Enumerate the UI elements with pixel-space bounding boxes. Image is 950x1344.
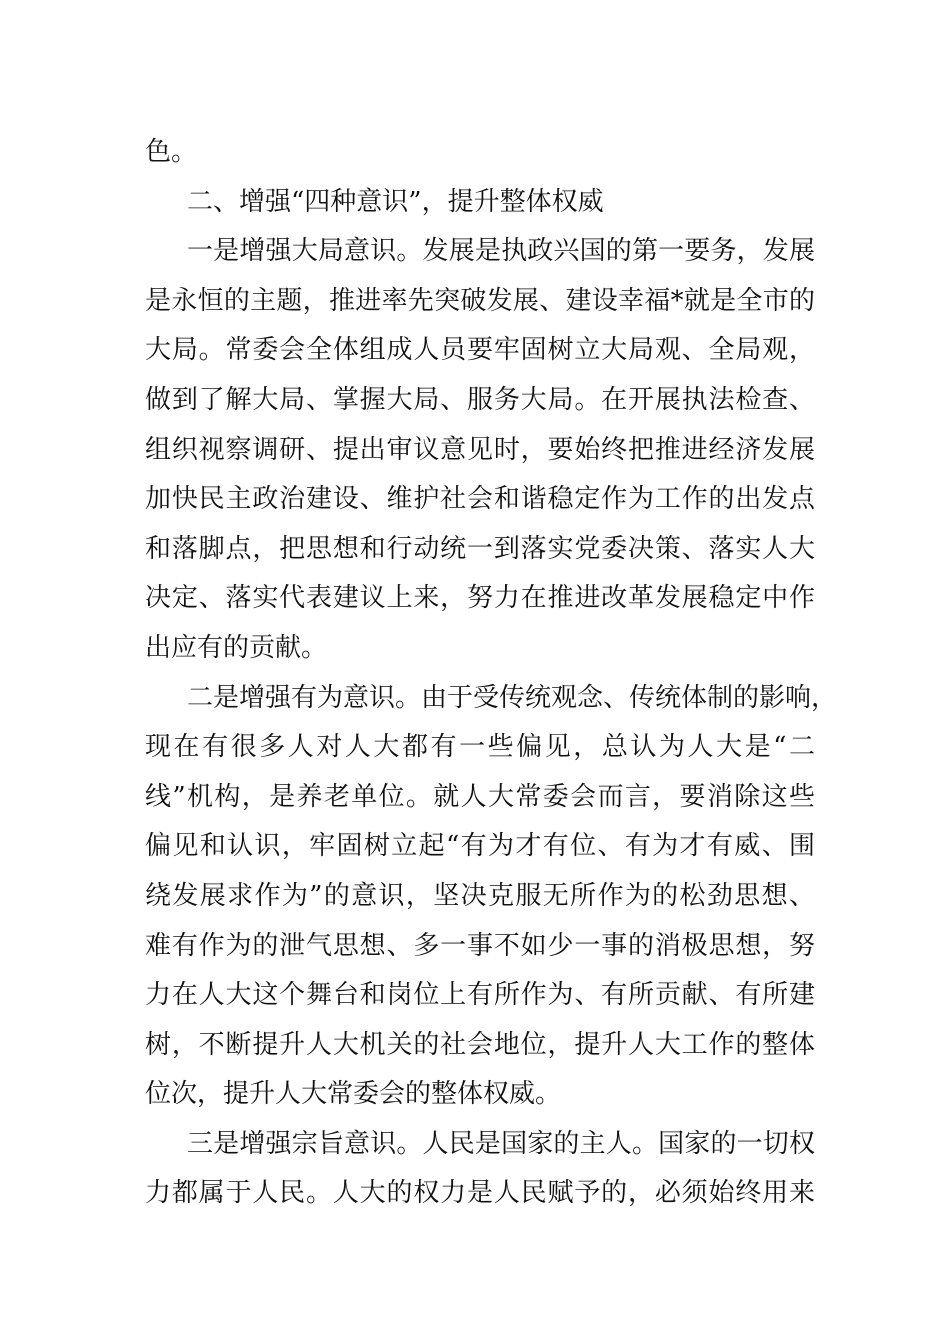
text-line: 三是增强宗旨意识。人民是国家的主人。国家的一切权 (187, 1128, 815, 1159)
text-line: 难有作为的泄气思想、多一事不如少一事的消极思想，努 (145, 930, 815, 961)
text-line: 绕发展求作为”的意识，坚决克服无所作为的松劲思想、 (145, 880, 815, 911)
document-body (145, 128, 838, 1219)
text-line: 一是增强大局意识。发展是执政兴国的第一要务，发展 (187, 236, 815, 267)
text-line: 力都属于人民。人大的权力是人民赋予的，必须始终用来 (145, 1178, 815, 1209)
text-line: 现在有很多人对人大都有一些偏见，总认为人大是“二 (145, 732, 815, 763)
text-line: 加快民主政治建设、维护社会和谐稳定作为工作的出发点 (145, 484, 815, 515)
text-line: 做到了解大局、掌握大局、服务大局。在开展执法检查、 (145, 384, 815, 415)
text-line: 线”机构，是养老单位。就人大常委会而言，要消除这些 (145, 781, 815, 812)
text-line: 位次，提升人大常委会的整体权威。 (145, 1079, 562, 1110)
text-line: 是永恒的主题，推进率先突破发展、建设幸福*就是全市的 (145, 285, 815, 316)
text-line: 和落脚点，把思想和行动统一到落实党委决策、落实人大 (145, 533, 815, 564)
text-line: 色。 (145, 137, 198, 167)
text-line: 大局。常委会全体组成人员要牢固树立大局观、全局观， (145, 335, 815, 366)
text-line: 出应有的贡献。 (145, 632, 328, 663)
text-line: 二是增强有为意识。由于受传统观念、传统体制的影响， (187, 682, 838, 713)
text-line: 决定、落实代表建议上来，努力在推进改革发展稳定中作 (145, 583, 815, 614)
text-line: 组织视察调研、提出审议意见时，要始终把推进经济发展 (145, 434, 815, 465)
section-heading: 二、增强“四种意识”，提升整体权威 (187, 186, 604, 217)
text-line: 树，不断提升人大机关的社会地位，提升人大工作的整体 (145, 1029, 815, 1060)
text-line: 力在人大这个舞台和岗位上有所作为、有所贡献、有所建 (145, 980, 815, 1011)
text-line: 偏见和认识，牢固树立起“有为才有位、有为才有威、围 (145, 831, 815, 862)
